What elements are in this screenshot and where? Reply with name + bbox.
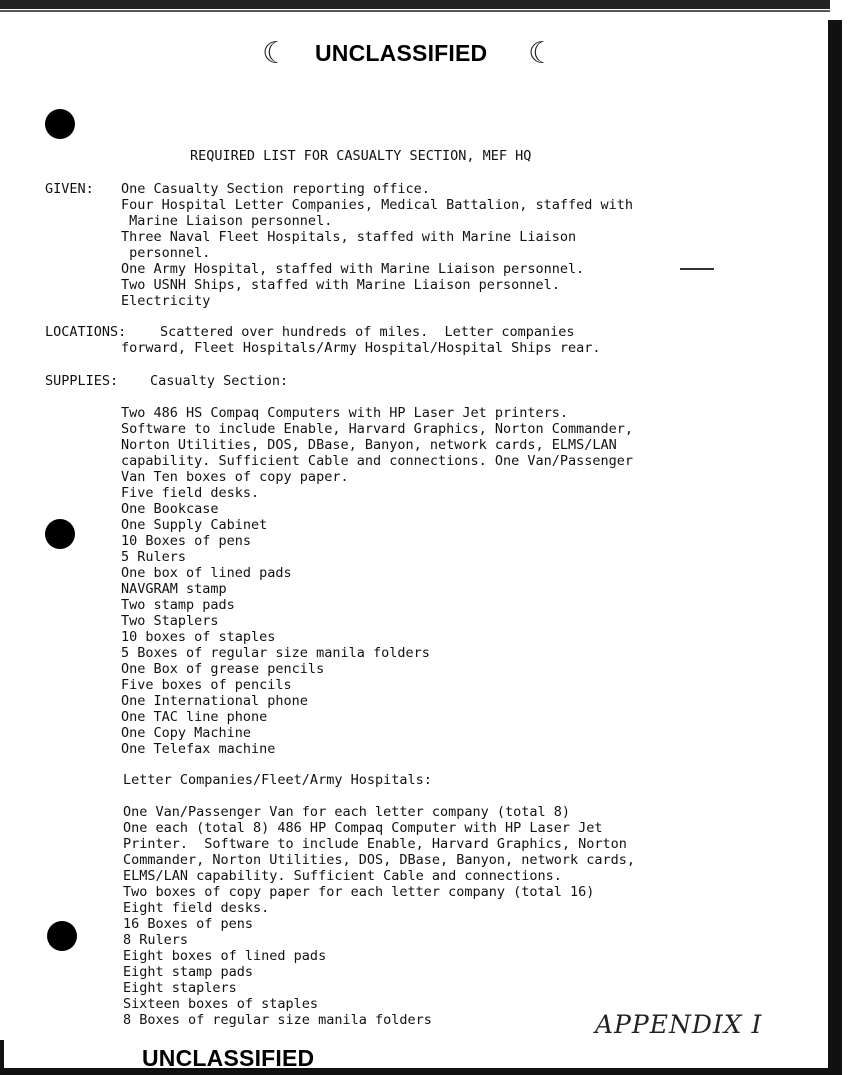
document-title: REQUIRED LIST FOR CASUALTY SECTION, MEF HQ [190,148,532,164]
given-label: GIVEN: [45,181,94,197]
scan-edge-line [0,10,830,12]
scan-edge-top [0,0,830,9]
list-item: One TAC line phone [121,709,268,725]
handwritten-strike-mark [680,268,714,270]
list-item: One Copy Machine [121,725,252,741]
list-item: Eight stamp pads [123,964,254,980]
given-line: Three Naval Fleet Hospitals, staffed with Marine Liaison [121,229,577,245]
scan-edge-bottom [0,1068,830,1075]
list-item: 8 Rulers [123,932,189,948]
list-item: 10 boxes of staples [121,629,276,645]
seal-right-icon: ☾ [528,36,555,71]
given-line: Four Hospital Letter Companies, Medical Battalion, staffed with [121,197,634,213]
list-item: 10 Boxes of pens [121,533,252,549]
letter-companies-heading: Letter Companies/Fleet/Army Hospitals: [123,772,432,788]
footer-classification: UNCLASSIFIED [142,1045,315,1071]
punch-hole-top [45,109,75,139]
list-item: Two 486 HS Compaq Computers with HP Laser Jet printers. [121,405,569,421]
given-line: One Casualty Section reporting office. [121,181,430,197]
list-item: One Van/Passenger Van for each letter company (total 8) [123,804,571,820]
handwritten-appendix-note: APPENDIX I [595,1010,763,1039]
list-item: Two boxes of copy paper for each letter company (total 16) [123,884,595,900]
list-item: Sixteen boxes of staples [123,996,319,1012]
list-item: ELMS/LAN capability. Sufficient Cable and connections. [123,868,562,884]
list-item: One Supply Cabinet [121,517,268,533]
list-item: Van Ten boxes of copy paper. [121,469,349,485]
list-item: Five field desks. [121,485,260,501]
list-item: One box of lined pads [121,565,292,581]
given-line: Marine Liaison personnel. [121,213,333,229]
seal-left-icon: ☾ [262,36,289,71]
list-item: Eight boxes of lined pads [123,948,327,964]
list-item: NAVGRAM stamp [121,581,227,597]
punch-hole-middle [45,519,75,549]
supplies-heading: Casualty Section: [150,373,289,389]
list-item: capability. Sufficient Cable and connections. One Van/Passenger [121,453,634,469]
list-item: Five boxes of pencils [121,677,292,693]
list-item: One each (total 8) 486 HP Compaq Computer with HP Laser Jet [123,820,603,836]
scan-edge-left [0,1040,4,1070]
header-classification: UNCLASSIFIED [315,40,488,66]
scan-edge-right [828,20,842,1075]
given-line: Two USNH Ships, staffed with Marine Liaison personnel. [121,277,560,293]
list-item: Two stamp pads [121,597,235,613]
given-line: Electricity [121,293,211,309]
list-item: 5 Rulers [121,549,187,565]
list-item: 16 Boxes of pens [123,916,254,932]
list-item: One International phone [121,693,308,709]
given-line: personnel. [121,245,211,261]
list-item: One Telefax machine [121,741,276,757]
list-item: Eight field desks. [123,900,270,916]
locations-label: LOCATIONS: [45,324,127,340]
list-item: Printer. Software to include Enable, Harvard Graphics, Norton [123,836,627,852]
list-item: Two Staplers [121,613,219,629]
list-item: One Bookcase [121,501,219,517]
list-item: 8 Boxes of regular size manila folders [123,1012,432,1028]
list-item: Software to include Enable, Harvard Graphics, Norton Commander, [121,421,634,437]
punch-hole-bottom [47,921,77,951]
given-line: One Army Hospital, staffed with Marine Liaison personnel. [121,261,585,277]
list-item: Norton Utilities, DOS, DBase, Banyon, network cards, ELMS/LAN [121,437,617,453]
locations-line: forward, Fleet Hospitals/Army Hospital/Hospital Ships rear. [121,340,601,356]
locations-line: Scattered over hundreds of miles. Letter companies [160,324,575,340]
list-item: Commander, Norton Utilities, DOS, DBase, Banyon, network cards, [123,852,636,868]
list-item: One Box of grease pencils [121,661,325,677]
supplies-label: SUPPLIES: [45,373,119,389]
list-item: Eight staplers [123,980,237,996]
list-item: 5 Boxes of regular size manila folders [121,645,430,661]
